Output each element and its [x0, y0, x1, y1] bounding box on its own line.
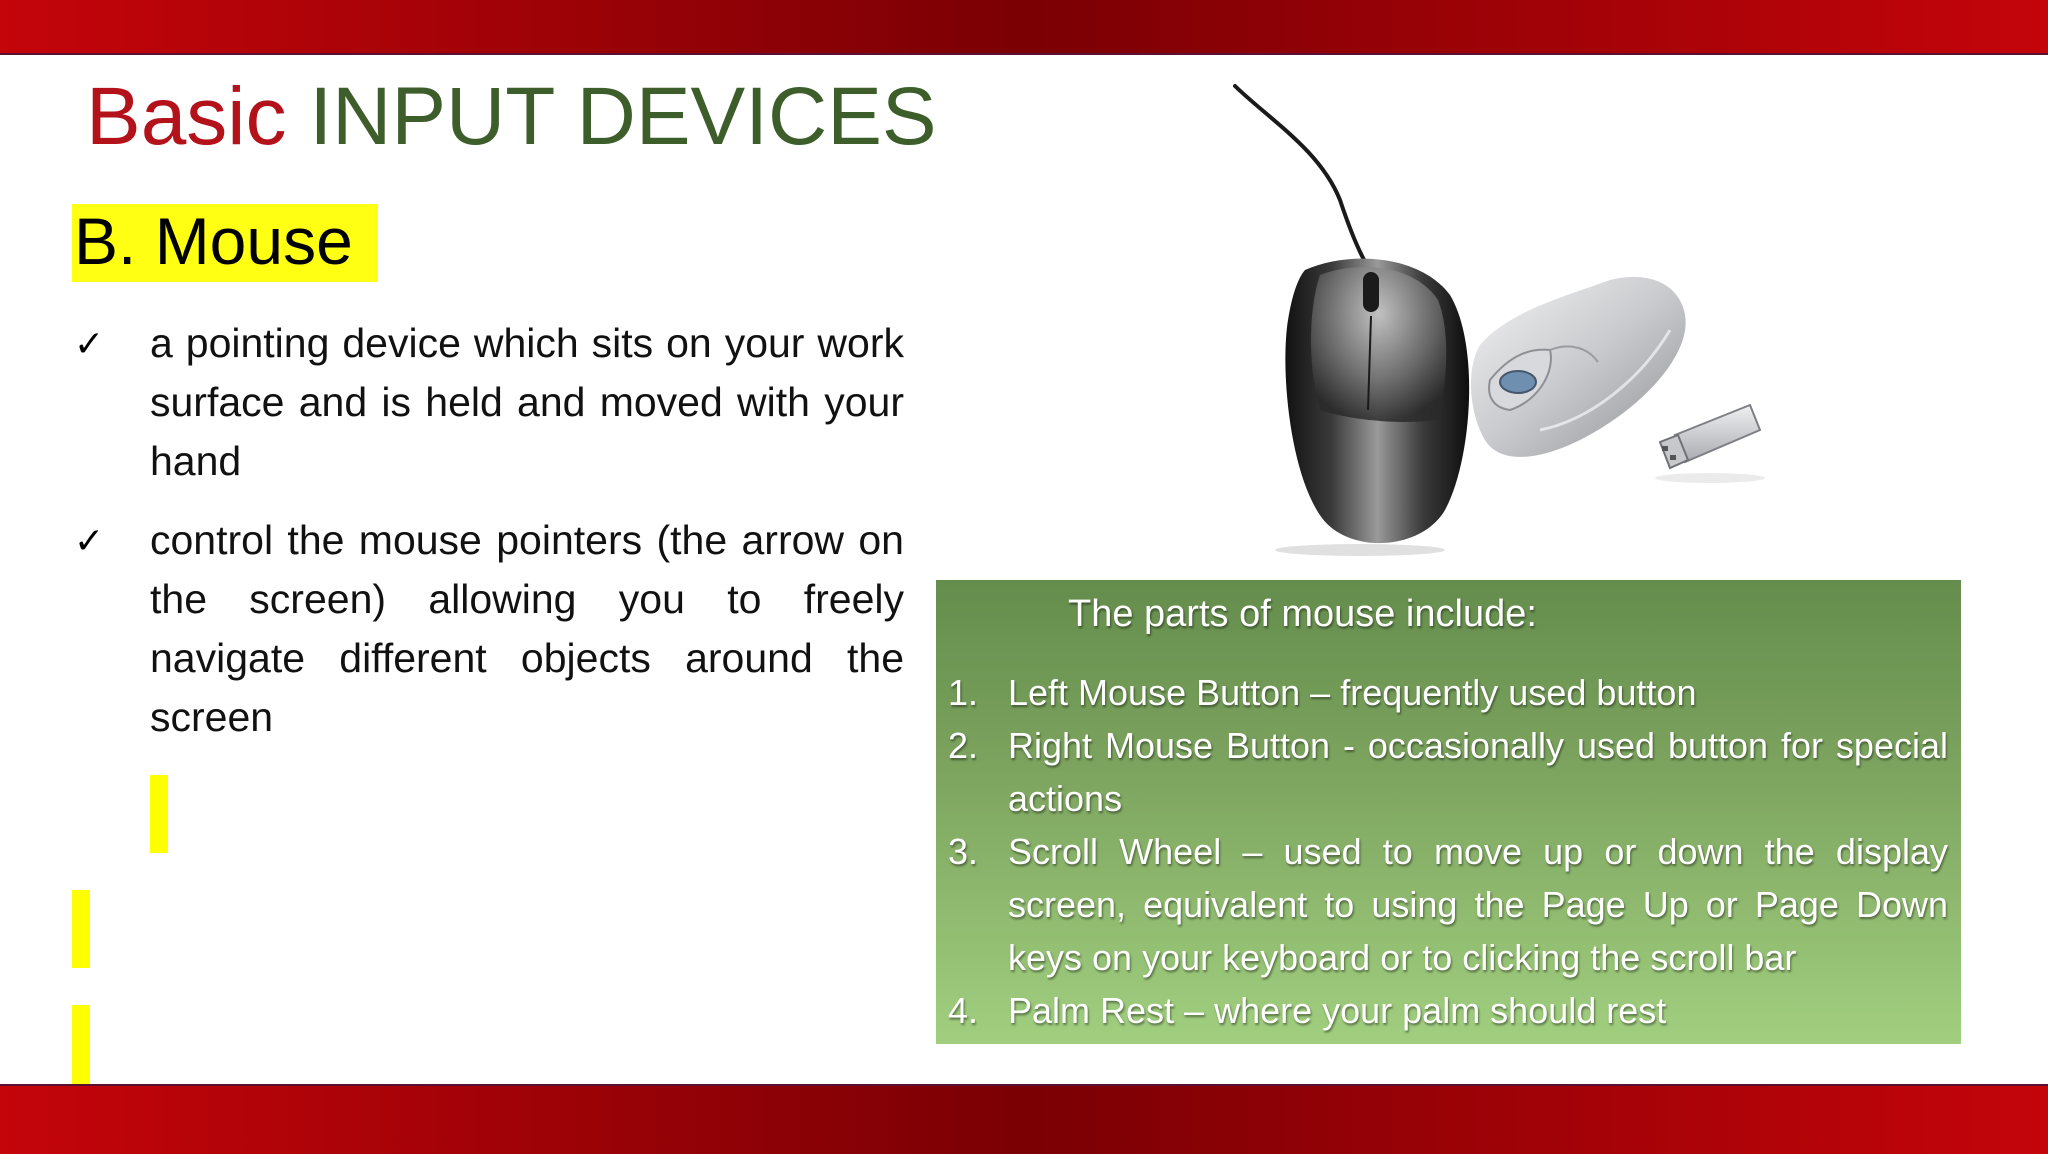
bottom-red-band: [0, 1084, 2048, 1154]
parts-list: [948, 666, 1948, 1037]
title-input-devices: INPUT DEVICES: [309, 71, 937, 162]
top-red-band: [0, 0, 2048, 55]
bullet-list: [70, 314, 904, 767]
parts-item-text: Scroll Wheel – used to move up or down the display screen, equivalent to using the Page Up or Page Down keys on your keyboard or to clicking the scroll bar: [1008, 831, 1948, 978]
yellow-marker: [150, 775, 168, 853]
yellow-marker: [72, 1005, 90, 1085]
bullet-text: control the mouse pointers (the arrow on the screen) allowing you to freely navigate different objects around the screen: [150, 517, 904, 740]
parts-item-text: Left Mouse Button – frequently used button: [1008, 672, 1697, 713]
parts-item-number: 1.: [948, 672, 979, 713]
bullet-text: a pointing device which sits on your work surface and is held and moved with your hand: [150, 320, 904, 484]
parts-item: [948, 825, 1948, 984]
yellow-marker: [72, 890, 90, 968]
parts-heading: The parts of mouse include:: [1068, 593, 1537, 635]
parts-item-number: 4.: [948, 990, 979, 1031]
subtitle-highlight: [72, 204, 378, 282]
parts-item: [948, 719, 1948, 825]
checkmark-icon: ✓: [74, 520, 105, 561]
parts-item: [948, 666, 1948, 719]
slide-title: [86, 71, 937, 162]
mouse-parts-box: [936, 580, 1961, 1044]
parts-item-number: 2.: [948, 725, 979, 766]
parts-item-text: Right Mouse Button - occasionally used button for special actions: [1008, 725, 1948, 819]
mouse-photo: [1210, 80, 1830, 560]
subtitle-text: B. Mouse: [74, 204, 353, 278]
title-basic: Basic: [86, 71, 310, 162]
parts-item: [948, 984, 1948, 1037]
parts-item-number: 3.: [948, 831, 979, 872]
bullet-item: [70, 314, 904, 491]
parts-item-text: Palm Rest – where your palm should rest: [1008, 990, 1667, 1031]
checkmark-icon: ✓: [74, 323, 105, 364]
bullet-item: [70, 511, 904, 747]
